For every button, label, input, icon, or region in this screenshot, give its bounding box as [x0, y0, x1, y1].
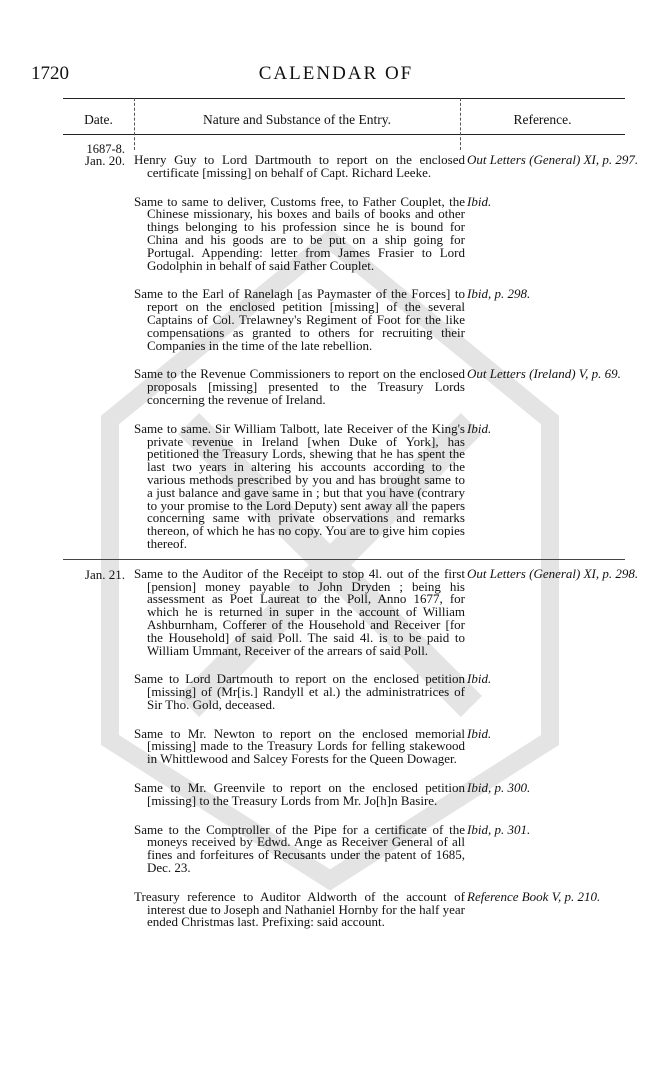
entry-date: Jan. 21.: [84, 566, 125, 582]
section-rule: [63, 559, 625, 560]
entry-reference-text: Out Letters (Ireland) V, p. 69.: [467, 366, 621, 382]
entry-text: Same to the Earl of Ranelagh [as Paymaster of the Forces] to report on the enclosed petition [missing] of the several Captains of Col. Trelawney's Regiment of Foot for the like compensations as granted to others for recruiting their Companies in the time of the late rebellion.: [134, 286, 465, 353]
entry-text: Same to the Auditor of the Receipt to stop 4l. out of the first [pension] money payable to John Dryden ; being his assessment as Poet Laureat to the Poll, Anno 1677, for which he is returned in super in the account of William Ashburnham, Cofferer of the Household and Receiver [for the Household] of said Poll. The said 4l. is to be paid to William Ummant, Receiver of the arrears of said Poll.: [134, 565, 465, 658]
entry-reference-text: Ibid.: [467, 420, 492, 436]
entry-reference: [467, 888, 648, 904]
header-bottom-rule: [63, 134, 625, 135]
entry-8: [0, 725, 672, 767]
header-top-rule: [63, 98, 625, 99]
entry-1: [0, 154, 672, 180]
entry-date: Jan. 20.: [84, 153, 125, 168]
entry-reference: [467, 368, 648, 381]
entry-6: [0, 565, 672, 658]
entry-reference-text: Ibid, p. 301.: [467, 821, 531, 837]
entry-reference-text: Ibid, p. 298.: [467, 286, 531, 302]
entry-reference-text: Out Letters (General) XI, p. 298.: [467, 565, 639, 581]
entry-text: Treasury reference to Auditor Aldworth of the account of interest due to Joseph and Nathaniel Hornby for the half year ended Christmas last. Prefixing: said account.: [134, 888, 465, 930]
entry-reference: [467, 565, 648, 581]
entry-reference-text: Ibid.: [467, 193, 492, 209]
entry-reference: [467, 288, 648, 301]
entry-text: Same to same. Sir William Talbott, late Receiver of the King's private revenue in Ireland [when Duke of York], has petitioned the Treasury Lords, shewing that he has spent the last two years in altering his accounts according to the various methods prescribed by you and has brought same to a just balance and gave same in ; but that you have (contrary to your promise to the Lord Deputy) sent away all the papers concerning same with private observations and remarks thereon, of which he has no copy. You are to give him copies thereof.: [134, 420, 465, 551]
entry-9: [0, 782, 672, 808]
entry-10: [0, 821, 672, 876]
entry-reference: [467, 673, 648, 686]
running-title: CALENDAR OF: [258, 63, 414, 84]
entry-text: Same to same to deliver, Customs free, to Father Couplet, the Chinese missionary, his boxes and bails of books and other things belonging to his profession since he is bound for China and his goods are to be put on a ship going for Portugal. Appending: letter from James Frasier to Lord Godolphin in behalf of said Father Couplet.: [134, 193, 465, 273]
entry-reference: [467, 420, 648, 436]
entries-list: [0, 142, 672, 930]
entry-text: Same to the Revenue Commissioners to report on the enclosed proposals [missing] presented to the Treasury Lords concerning the revenue of Ireland.: [134, 366, 465, 407]
entry-reference: [467, 782, 648, 795]
entry-reference: [467, 193, 648, 209]
date-column-header: Date.: [84, 112, 113, 127]
entry-text: Same to Mr. Greenvile to report on the enclosed petition [missing] to the Treasury Lords from Mr. Jo[h]n Basire.: [134, 780, 465, 808]
entry-text: Henry Guy to Lord Dartmouth to report on the enclosed certificate [missing] on behalf of Capt. Richard Leeke.: [134, 152, 465, 180]
entry-2: [0, 193, 672, 273]
entry-reference-text: Ibid, p. 300.: [467, 780, 531, 796]
reference-column-header: Reference.: [513, 112, 572, 127]
entry-reference: [467, 154, 648, 167]
entry-text: Same to the Comptroller of the Pipe for a certificate of the moneys received by Edwd. Ange as Receiver General of all fines and forfeitures of Recusants under the patent of 1685, Dec. 23.: [134, 821, 465, 876]
entry-reference-text: Out Letters (General) XI, p. 297.: [467, 152, 639, 167]
entry-11: [0, 888, 672, 930]
entry-reference-text: Reference Book V, p. 210.: [467, 888, 601, 904]
entry-text: Same to Mr. Newton to report on the enclosed memorial [missing] made to the Treasury Lords for felling stakewood in Whittlewood and Salcey Forests for the Queen Dowager.: [134, 725, 465, 767]
entry-text: Same to Lord Dartmouth to report on the enclosed petition [missing] of (Mr[is.] Randyll et al.) the administratrices of Sir Tho. Gold, deceased.: [134, 671, 465, 712]
entry-4: [0, 368, 672, 406]
page-number: 1720: [31, 63, 69, 84]
entry-3: [0, 288, 672, 352]
entry-reference-text: Ibid.: [467, 725, 492, 741]
year-label: 1687-8.: [86, 142, 125, 156]
entry-reference-text: Ibid.: [467, 671, 492, 687]
entry-reference: [467, 821, 648, 837]
nature-column-header: Nature and Substance of the Entry.: [202, 112, 392, 127]
entry-reference: [467, 725, 648, 741]
entry-7: [0, 673, 672, 711]
entry-5: [0, 420, 672, 551]
